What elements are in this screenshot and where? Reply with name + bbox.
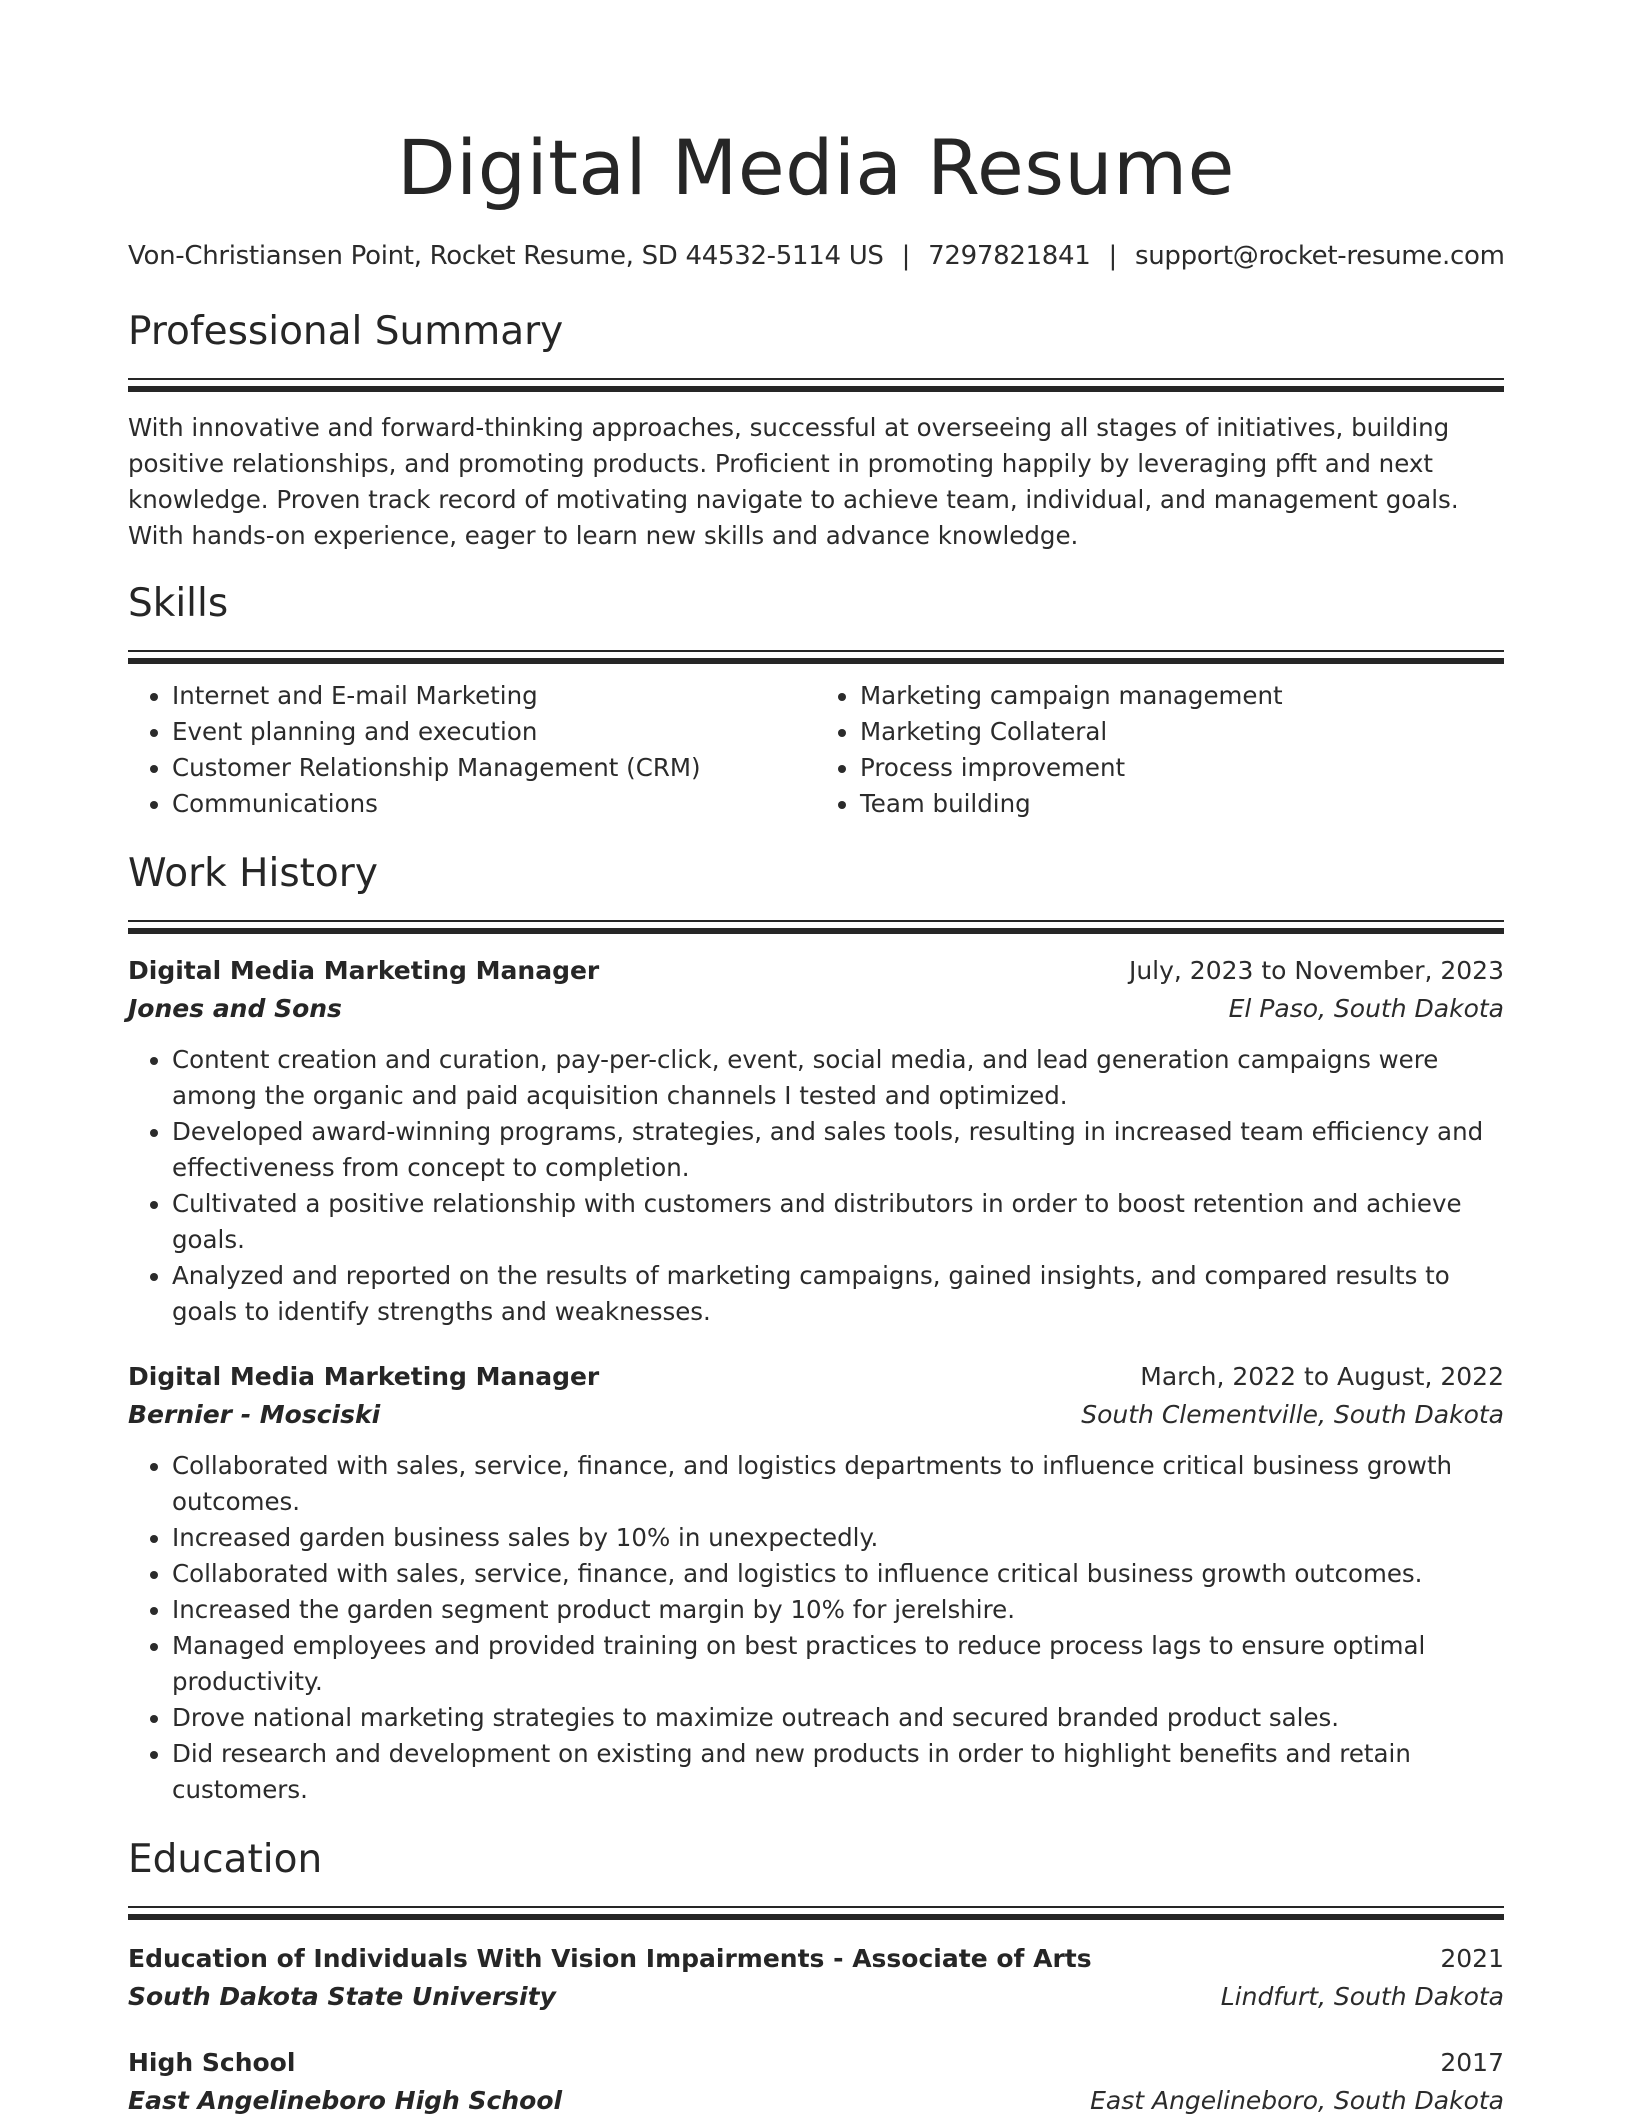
job-bullet: • Managed employees and provided training on best practices to reduce process lags to ensure optimal productivity. xyxy=(172,1628,1504,1700)
education-entry xyxy=(128,2044,1504,2120)
job-title: Digital Media Marketing Manager xyxy=(128,1362,600,1391)
resume-title: Digital Media Resume xyxy=(397,123,1235,212)
job-bullets xyxy=(128,1042,1504,1330)
education-header xyxy=(128,1940,1504,1978)
education-school: East Angelineboro High School xyxy=(128,2086,563,2115)
job-bullet: • Analyzed and reported on the results of marketing campaigns, gained insights, and compared results to goals to identify strengths and weaknesses. xyxy=(172,1258,1504,1330)
skill-item: • Communications xyxy=(172,786,816,822)
contact-email: support@rocket-resume.com xyxy=(1135,241,1505,271)
education-school: South Dakota State University xyxy=(128,1982,556,2011)
contact-phone: 7297821841 xyxy=(928,241,1091,271)
education-entry xyxy=(128,1940,1504,2016)
skill-item: • Team building xyxy=(860,786,1504,822)
contact-line xyxy=(128,238,1504,274)
skill-item: • Internet and E-mail Marketing xyxy=(172,678,816,714)
contact-separator: | xyxy=(1108,241,1117,271)
job-location: El Paso, South Dakota xyxy=(1228,994,1504,1023)
section-divider xyxy=(128,920,1504,922)
section-heading: Work History xyxy=(128,851,378,896)
job-header xyxy=(128,1358,1504,1396)
contact-address: Von-Christiansen Point, Rocket Resume, SD 44532-5114 US xyxy=(128,241,884,271)
summary-text: With innovative and forward-thinking approaches, successful at overseeing all stages of initiatives, building positive relationships, and promoting products. Proficient in promoting happily by leveraging pfft and next knowledge. Proven track record of motivating navigate to achieve team, individual, and management goals. With hands-on experience, eager to learn new skills and advance knowledge. xyxy=(128,413,1459,550)
job-bullet: • Collaborated with sales, service, finance, and logistics departments to influence critical business growth outcomes. xyxy=(172,1448,1504,1520)
job-bullet: • Drove national marketing strategies to maximize outreach and secured branded product sales. xyxy=(172,1700,1504,1736)
job-company: Jones and Sons xyxy=(128,994,342,1023)
section-heading: Skills xyxy=(128,581,229,626)
job-header xyxy=(128,952,1504,990)
section-divider xyxy=(128,928,1504,934)
skills-column-left xyxy=(128,678,816,822)
job-bullet: • Developed award-winning programs, strategies, and sales tools, resulting in increased team efficiency and effectiveness from concept to completion. xyxy=(172,1114,1504,1186)
skills-list xyxy=(128,678,1504,822)
job-location: South Clementville, South Dakota xyxy=(1081,1400,1504,1429)
resume-page xyxy=(128,0,1504,2120)
section-heading: Professional Summary xyxy=(128,309,564,354)
section-divider xyxy=(128,650,1504,652)
section-divider xyxy=(128,386,1504,392)
education-location: East Angelineboro, South Dakota xyxy=(1090,2086,1504,2115)
section-divider xyxy=(128,1914,1504,1920)
section-divider xyxy=(128,378,1504,380)
job-bullet: • Cultivated a positive relationship with customers and distributors in order to boost retention and achieve goals. xyxy=(172,1186,1504,1258)
skills-section-header xyxy=(128,582,1504,664)
skill-item: • Customer Relationship Management (CRM) xyxy=(172,750,816,786)
skill-item: • Marketing campaign management xyxy=(860,678,1504,714)
education-degree: High School xyxy=(128,2048,296,2077)
section-divider xyxy=(128,1906,1504,1908)
skill-item: • Event planning and execution xyxy=(172,714,816,750)
job-dates: March, 2022 to August, 2022 xyxy=(1140,1362,1504,1391)
work-section-header xyxy=(128,852,1504,934)
skill-item: • Marketing Collateral xyxy=(860,714,1504,750)
education-subheader xyxy=(128,2082,1504,2120)
section-divider xyxy=(128,658,1504,664)
contact-separator: | xyxy=(901,241,911,271)
job-bullet: • Did research and development on existing and new products in order to highlight benefits and retain customers. xyxy=(172,1736,1504,1808)
education-degree: Education of Individuals With Vision Impairments - Associate of Arts xyxy=(128,1944,1092,1973)
skill-item: • Process improvement xyxy=(860,750,1504,786)
job-bullet: • Content creation and curation, pay-per-click, event, social media, and lead generation campaigns were among the organic and paid acquisition channels I tested and optimized. xyxy=(172,1042,1504,1114)
job-bullet: • Increased garden business sales by 10% in unexpectedly. xyxy=(172,1520,1504,1556)
summary-section-header xyxy=(128,310,1504,392)
job-entry xyxy=(128,1358,1504,1808)
job-subheader xyxy=(128,1396,1504,1434)
education-section-header xyxy=(128,1838,1504,1920)
job-bullets xyxy=(128,1448,1504,1808)
education-year: 2021 xyxy=(1440,1944,1504,1973)
job-bullet: • Collaborated with sales, service, finance, and logistics to influence critical business growth outcomes. xyxy=(172,1556,1504,1592)
job-dates: July, 2023 to November, 2023 xyxy=(1128,956,1504,985)
job-entry xyxy=(128,952,1504,1330)
education-header xyxy=(128,2044,1504,2082)
job-bullet: • Increased the garden segment product margin by 10% for jerelshire. xyxy=(172,1592,1504,1628)
skills-column-right xyxy=(816,678,1504,822)
job-title: Digital Media Marketing Manager xyxy=(128,956,600,985)
education-location: Lindfurt, South Dakota xyxy=(1220,1982,1504,2011)
education-year: 2017 xyxy=(1440,2048,1504,2077)
education-subheader xyxy=(128,1978,1504,2016)
section-heading: Education xyxy=(128,1837,323,1882)
job-company: Bernier - Mosciski xyxy=(128,1400,381,1429)
job-subheader xyxy=(128,990,1504,1028)
